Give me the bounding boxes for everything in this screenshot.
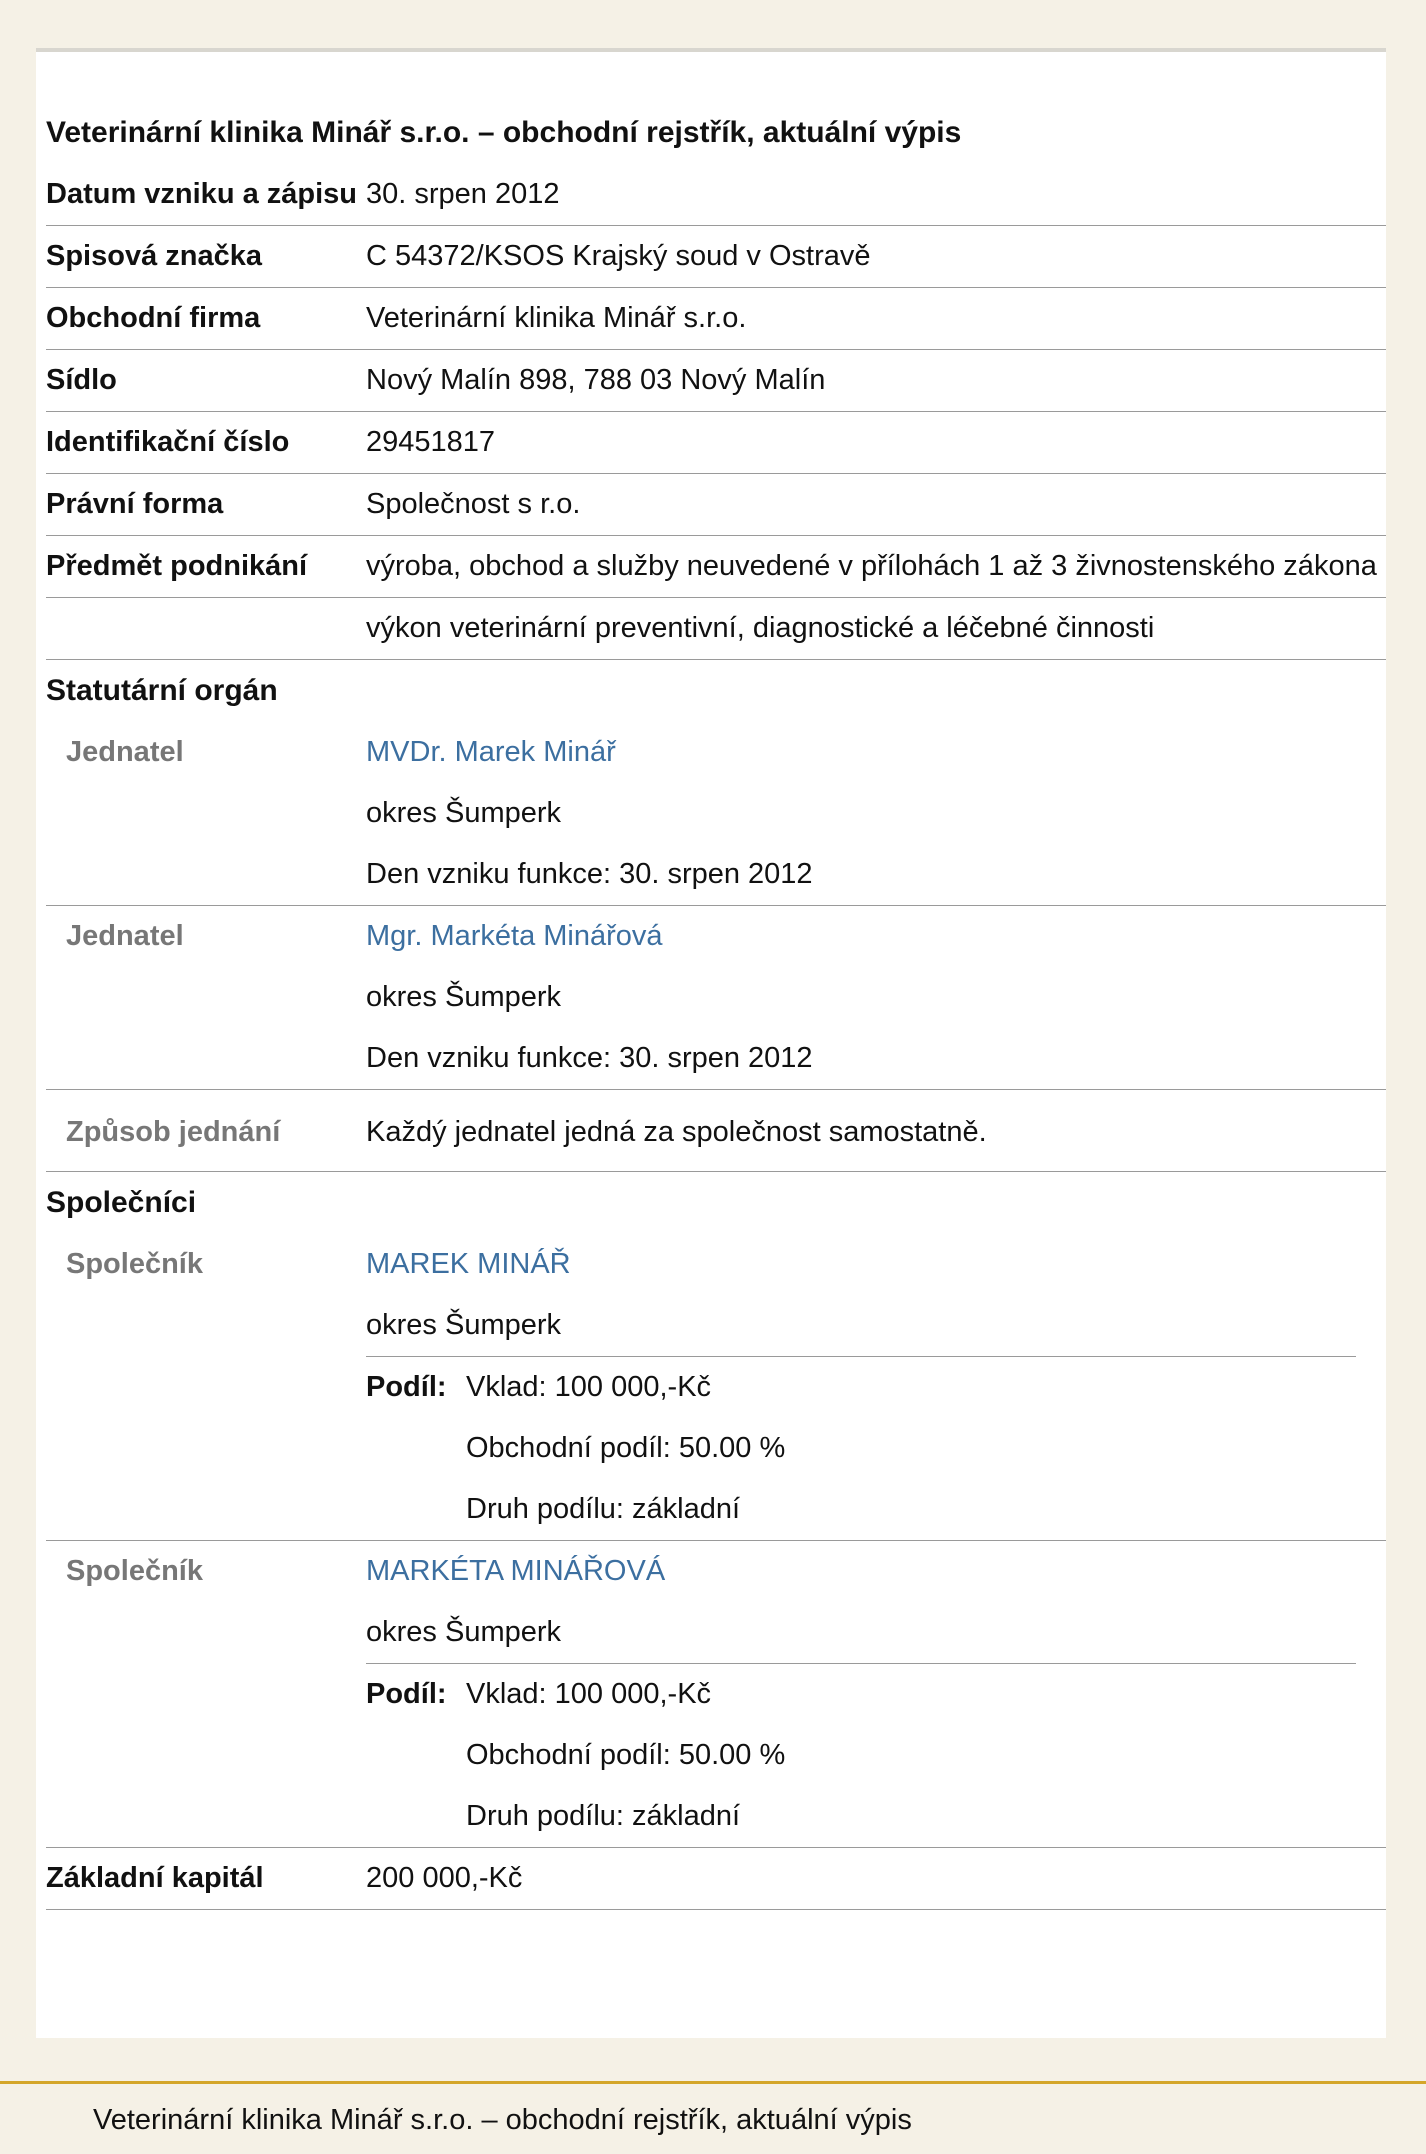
- row-value: Společnost s r.o.: [366, 488, 581, 520]
- partner-district: okres Šumperk: [366, 1309, 562, 1341]
- row-value: Veterinární klinika Minář s.r.o.: [366, 302, 747, 334]
- document-content: [46, 102, 1386, 1910]
- statutory-method-row: [46, 1090, 1386, 1172]
- footer-text: Veterinární klinika Minář s.r.o. – obchodní rejstřík, aktuální výpis: [93, 2104, 912, 2136]
- registry-row-seat: [46, 350, 1386, 412]
- row-label: Spisová značka: [46, 240, 262, 272]
- registry-row-legal-form: [46, 474, 1386, 536]
- member-since: Den vzniku funkce: 30. srpen 2012: [366, 1042, 813, 1074]
- row-label: Identifikační číslo: [46, 426, 290, 458]
- share-business-share: Obchodní podíl: 50.00 %: [466, 1739, 786, 1771]
- capital-value: 200 000,-Kč: [366, 1862, 523, 1894]
- partner-share: [366, 1663, 1356, 1847]
- row-value: výroba, obchod a služby neuvedené v přílohách 1 až 3 živnostenského zákona: [366, 550, 1377, 582]
- row-value: 30. srpen 2012: [366, 178, 560, 210]
- share-values: [466, 1357, 1356, 1540]
- capital-row: [46, 1848, 1386, 1910]
- member-details: [366, 906, 1386, 1089]
- member-name-link[interactable]: MVDr. Marek Minář: [366, 736, 616, 768]
- row-label: [46, 598, 366, 659]
- statutory-member: [46, 722, 1386, 906]
- partner-details: [366, 1234, 1386, 1540]
- document-card: [36, 48, 1386, 2038]
- partner-district: okres Šumperk: [366, 1616, 562, 1648]
- registry-row-business-activity-2: [46, 598, 1386, 660]
- section-title-statutory: Statutární orgán: [46, 674, 278, 707]
- share-values: [466, 1664, 1356, 1847]
- partner-role: Společník: [66, 1248, 203, 1280]
- partner-name-link[interactable]: MAREK MINÁŘ: [366, 1248, 571, 1280]
- row-value: C 54372/KSOS Krajský soud v Ostravě: [366, 240, 871, 272]
- share-deposit: Vklad: 100 000,-Kč: [466, 1371, 712, 1403]
- section-title-partners: Společníci: [46, 1186, 197, 1219]
- member-details: [366, 722, 1386, 905]
- member-district: okres Šumperk: [366, 797, 562, 829]
- share-business-share: Obchodní podíl: 50.00 %: [466, 1432, 786, 1464]
- registry-row-founded: [46, 164, 1386, 226]
- partner-share: [366, 1356, 1356, 1540]
- member-role: Jednatel: [66, 736, 184, 768]
- row-value: Nový Malín 898, 788 03 Nový Malín: [366, 364, 826, 396]
- share-label: Podíl:: [366, 1371, 447, 1403]
- row-value: 29451817: [366, 426, 496, 458]
- partner-name-link[interactable]: MARKÉTA MINÁŘOVÁ: [366, 1555, 666, 1587]
- partner-details: [366, 1541, 1386, 1847]
- share-type: Druh podílu: základní: [466, 1800, 741, 1832]
- share-type: Druh podílu: základní: [466, 1493, 741, 1525]
- row-label: Obchodní firma: [46, 302, 261, 334]
- page-footer: [0, 2081, 1426, 2154]
- method-label: Způsob jednání: [66, 1116, 281, 1148]
- document-title: Veterinární klinika Minář s.r.o. – obchodní rejstřík, aktuální výpis: [46, 116, 962, 149]
- method-value: Každý jednatel jedná za společnost samostatně.: [366, 1116, 987, 1148]
- member-role: Jednatel: [66, 920, 184, 952]
- row-label: Právní forma: [46, 488, 224, 520]
- member-since: Den vzniku funkce: 30. srpen 2012: [366, 858, 813, 890]
- registry-row-business-activity: [46, 536, 1386, 598]
- row-value: výkon veterinární preventivní, diagnostické a léčebné činnosti: [366, 612, 1155, 644]
- statutory-member: [46, 906, 1386, 1090]
- registry-row-file-number: [46, 226, 1386, 288]
- share-label: Podíl:: [366, 1678, 447, 1710]
- partner-role: Společník: [66, 1555, 203, 1587]
- share-deposit: Vklad: 100 000,-Kč: [466, 1678, 712, 1710]
- partner-row: [46, 1541, 1386, 1848]
- capital-label: Základní kapitál: [46, 1862, 264, 1894]
- member-name-link[interactable]: Mgr. Markéta Minářová: [366, 920, 663, 952]
- member-district: okres Šumperk: [366, 981, 562, 1013]
- row-label: Předmět podnikání: [46, 550, 308, 582]
- registry-row-id-number: [46, 412, 1386, 474]
- registry-row-company-name: [46, 288, 1386, 350]
- partner-row: [46, 1234, 1386, 1541]
- row-label: Sídlo: [46, 364, 117, 396]
- row-label: Datum vzniku a zápisu: [46, 178, 358, 210]
